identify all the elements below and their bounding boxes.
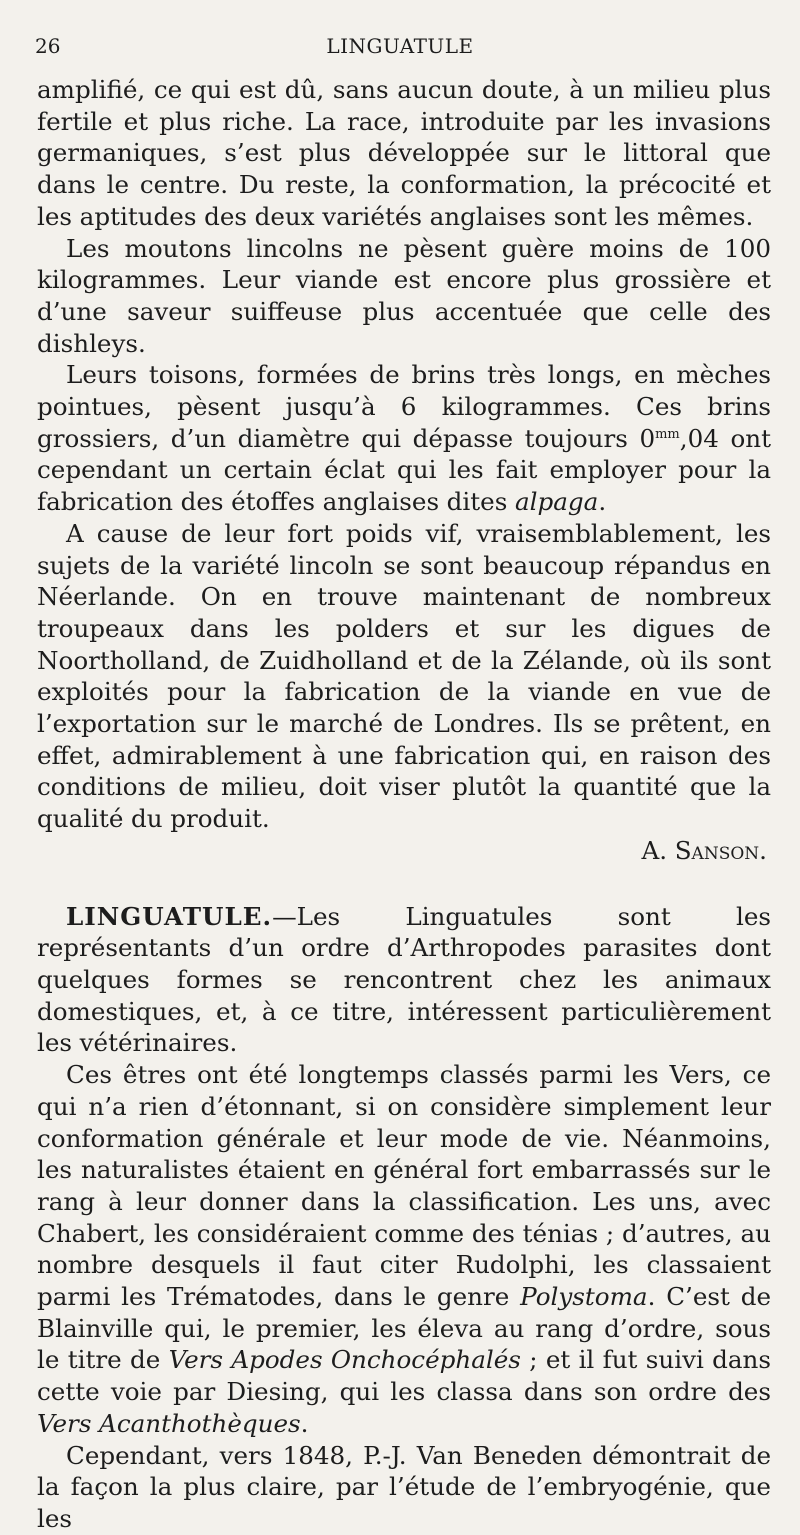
signature-name: Sanson bbox=[674, 835, 760, 865]
paragraph-lincoln-weight: Les moutons lincolns ne pèsent guère moins de 100 kilogrammes. Leur viande est encore plus grossière et d’une saveur suiffeuse plus accentuée que celle des dishleys. bbox=[37, 233, 771, 358]
unit-superscript: mm bbox=[655, 426, 680, 442]
page-body bbox=[37, 74, 771, 1535]
signature-trail: . bbox=[759, 835, 767, 865]
text-run: . bbox=[300, 1408, 309, 1438]
entry-intro bbox=[37, 901, 771, 1060]
page-number: 26 bbox=[35, 34, 61, 58]
text-run: . C’est de Blainville qui, le premier, les éleva au rang d’ordre, sous le titre de bbox=[37, 1282, 771, 1375]
signature-initial: A. bbox=[641, 835, 668, 865]
text-run: Ces êtres ont été longtemps classés parmi les Vers, ce qui n’a rien d’étonnant, si on considère simplement leur conformation générale et leur mode de vie. Néanmoins, les naturalistes étaient en général fort embarrassés sur le rang à leur donner dans la classification. Les uns, avec Chabert, les considéraient comme des ténias ; d’autres, au nombre desquels il faut citer Rudolphi, les classaient parmi les Trématodes, dans le genre bbox=[37, 1060, 771, 1312]
italic-term-polystoma: Polystoma bbox=[520, 1282, 648, 1312]
entry-title: LINGUATULE. bbox=[66, 901, 273, 931]
paragraph-continuation: amplifié, ce qui est dû, sans aucun doute, à un milieu plus fertile et plus riche. La race, introduite par les invasions germaniques, s’est plus développée sur le littoral que dans le centre. Du reste, la conformation, la précocité et les aptitudes des deux variétés anglaises sont les mêmes. bbox=[37, 75, 771, 231]
running-head: LINGUATULE bbox=[326, 34, 474, 58]
text-run: Leurs toisons, formées de brins très longs, en mèches pointues, pèsent jusqu’à 6 kilogrammes. Ces brins grossiers, d’un diamètre qui dépasse toujours 0 bbox=[37, 360, 771, 453]
italic-term-vers-acanthotheques: Vers Acanthothèques bbox=[37, 1408, 301, 1438]
text-run: . bbox=[598, 487, 607, 517]
author-signature bbox=[37, 835, 771, 867]
italic-term-alpaga: alpaga bbox=[514, 487, 599, 517]
entry-classification bbox=[37, 1059, 771, 1439]
text-run: ; et il fut suivi dans cette voie par Diesing, qui les classa dans son ordre des bbox=[37, 1345, 772, 1407]
paragraph-netherlands: A cause de leur fort poids vif, vraisemblablement, les sujets de la variété lincoln se sont beaucoup répandus en Néerlande. On en trouve maintenant de nombreux troupeaux dans les polders et sur les digues de Noortholland, de Zuidholland et de la Zélande, où ils sont exploités pour la fabrication de la viande en vue de l’exportation sur le marché de Londres. Ils se prêtent, en effet, admirablement à une fabrication qui, en raison des conditions de milieu, doit viser plutôt la quantité que la qualité du produit. bbox=[37, 518, 771, 834]
italic-term-vers-apodes: Vers Apodes Onchocéphalés bbox=[168, 1345, 521, 1375]
entry-van-beneden: Cependant, vers 1848, P.-J. Van Beneden démontrait de la façon la plus claire, par l’étude de l’embryogénie, que les bbox=[37, 1440, 771, 1533]
entry-intro-text: —Les Linguatules sont les représentants d’un ordre d’Arthropodes parasites dont quelques formes se rencontrent chez les animaux domestiques, et, à ce titre, intéressent particulièrement les vétérinaires. bbox=[37, 901, 771, 1058]
text-run: ,04 ont cependant un certain éclat qui les fait employer pour la fabrication des étoffes anglaises dites bbox=[37, 423, 771, 517]
paragraph-fleece bbox=[37, 359, 771, 518]
page-header bbox=[35, 30, 765, 64]
